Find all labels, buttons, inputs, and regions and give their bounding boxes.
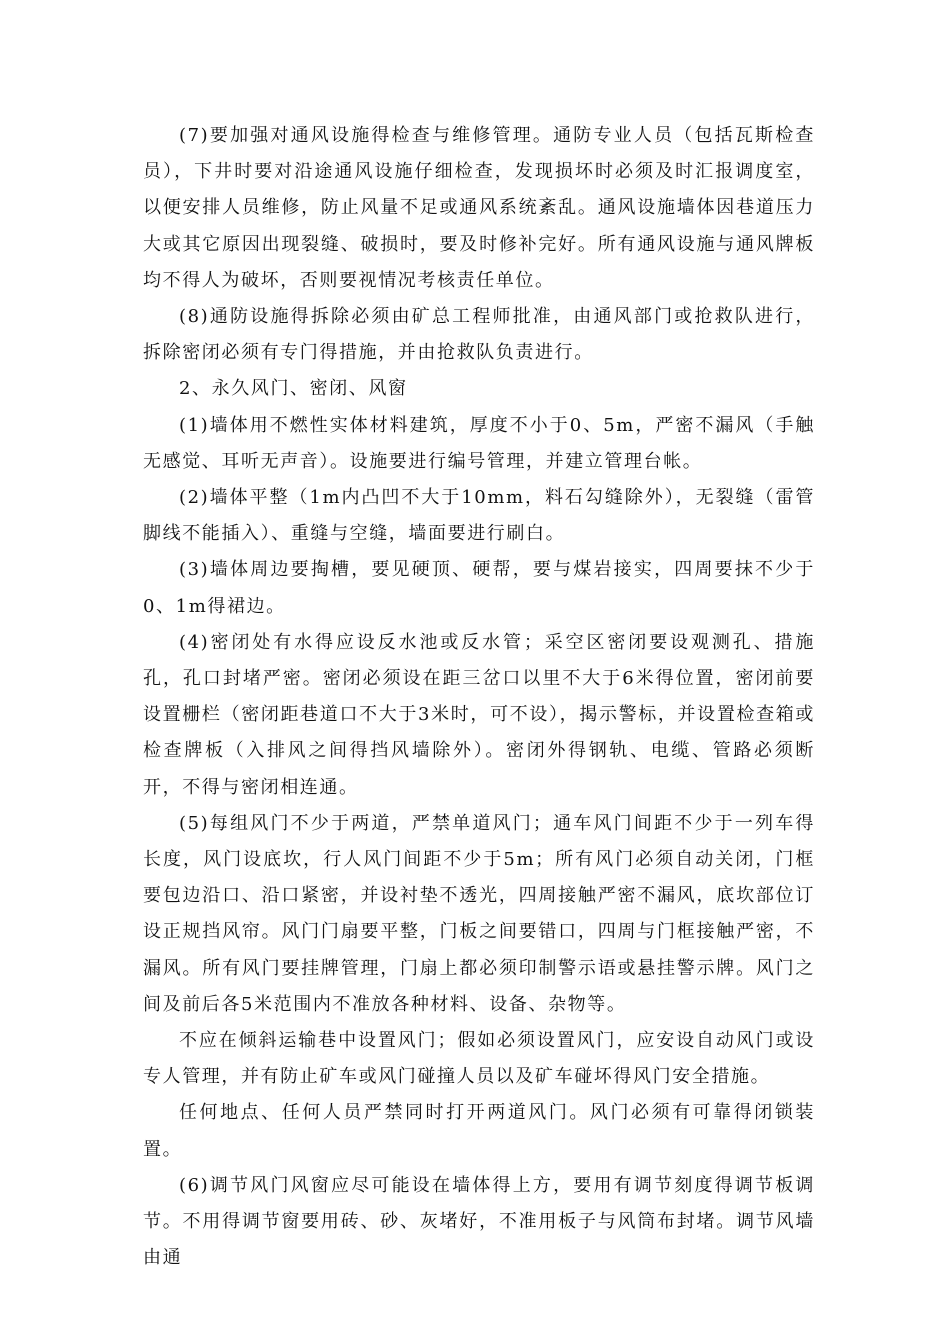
paragraph-item-4: (4)密闭处有水得应设反水池或反水管；采空区密闭要设观测孔、措施孔，孔口封堵严密。密闭必须设在距三岔口以里不大于6米得位置，密闭前要设置栅栏（密闭距巷道口不大于3米时，可不设），揭示警标，并设置检查箱或检查牌板（入排风之间得挡风墙除外）。密闭外得钢轨、电缆、管路必须断开，不得与密闭相连通。 <box>143 631 815 798</box>
paragraph-item-8: (8)通防设施得拆除必须由矿总工程师批准，由通风部门或抢救队进行，拆除密闭必须有专门得措施，并由抢救队负责进行。 <box>143 306 815 364</box>
section-heading-2: 2、永久风门、密闭、风窗 <box>179 378 408 400</box>
paragraph-item-5: (5)每组风门不少于两道，严禁单道风门；通车风门间距不少于一列车得长度，风门设底坎，行人风门间距不少于5m；所有风门必须自动关闭，门框要包边沿口、沿口紧密，并设衬垫不透光，四周接触严密不漏风，底坎部位订设正规挡风帘。风门门扇要平整，门板之间要错口，四周与门框接触严密，不漏风。所有风门要挂牌管理，门扇上都必须印制警示语或悬挂警示牌。风门之间及前后各5米范围内不准放各种材料、设备、杂物等。 <box>143 812 815 1015</box>
paragraph-inclined-roadway: 不应在倾斜运输巷中设置风门；假如必须设置风门，应安设自动风门或设专人管理，并有防止矿车或风门碰撞人员以及矿车碰坏得风门安全措施。 <box>143 1030 815 1088</box>
paragraph-two-doors-rule: 任何地点、任何人员严禁同时打开两道风门。风门必须有可靠得闭锁装置。 <box>143 1102 815 1160</box>
document-body <box>143 118 815 1277</box>
paragraph-item-6: (6)调节风门风窗应尽可能设在墙体得上方，要用有调节刻度得调节板调节。不用得调节窗要用砖、砂、灰堵好，不准用板子与风筒布封堵。调节风墙由通 <box>143 1174 815 1269</box>
paragraph-item-1: (1)墙体用不燃性实体材料建筑，厚度不小于0、5m，严密不漏风（手触无感觉、耳听无声音）。设施要进行编号管理，并建立管理台帐。 <box>143 414 815 472</box>
paragraph-item-7: (7)要加强对通风设施得检查与维修管理。通防专业人员（包括瓦斯检查员），下井时要对沿途通风设施仔细检查，发现损坏时必须及时汇报调度室，以便安排人员维修，防止风量不足或通风系统紊乱。通风设施墙体因巷道压力大或其它原因出现裂缝、破损时，要及时修补完好。所有通风设施与通风牌板均不得人为破坏，否则要视情况考核责任单位。 <box>143 125 815 291</box>
paragraph-item-3: (3)墙体周边要掏槽，要见硬顶、硬帮，要与煤岩接实，四周要抹不少于0、1m得裙边。 <box>143 559 815 617</box>
paragraph-item-2: (2)墙体平整（1m内凸凹不大于10mm，料石勾缝除外），无裂缝（雷管脚线不能插入）、重缝与空缝，墙面要进行刷白。 <box>143 487 815 545</box>
